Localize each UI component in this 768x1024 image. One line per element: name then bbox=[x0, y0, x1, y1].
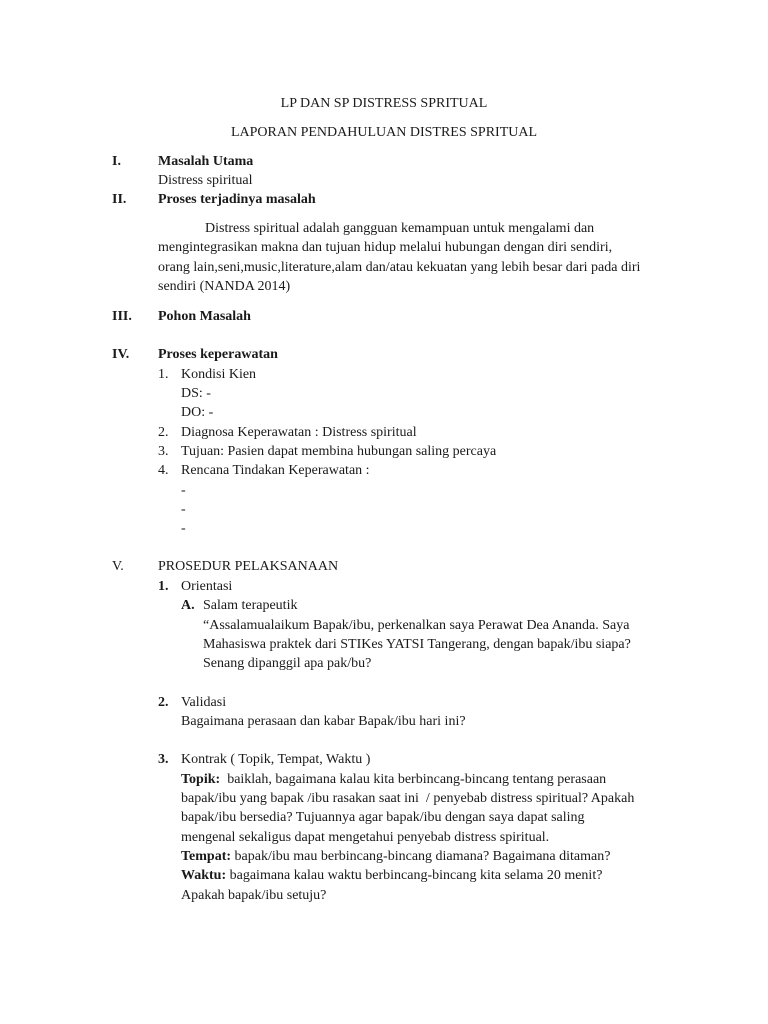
list-item: Tujuan: Pasien dapat membina hubungan saling percaya bbox=[181, 444, 497, 459]
dash-bullet: - bbox=[181, 521, 186, 536]
section-1-heading: Masalah Utama bbox=[158, 154, 254, 169]
quote-line: “Assalamualaikum Bapak/ibu, perkenalkan saya Perawat Dea Ananda. Saya bbox=[203, 618, 630, 633]
topik-text: baiklah, bagaimana kalau kita berbincang-bincang tentang perasaan bbox=[220, 772, 607, 787]
section-3-number: III. bbox=[112, 309, 132, 324]
topik-line: bapak/ibu bersedia? Tujuannya agar bapak/ibu dengan saya dapat saling bbox=[181, 810, 585, 825]
ds-line: DS: - bbox=[181, 386, 211, 401]
paragraph-line: Distress spiritual adalah gangguan kemampuan untuk mengalami dan bbox=[205, 221, 595, 236]
list-number: 1. bbox=[158, 579, 169, 594]
dash-bullet: - bbox=[181, 502, 186, 517]
waktu-label: Waktu: bbox=[181, 868, 227, 883]
list-number: 3. bbox=[158, 752, 169, 767]
sublist-item: Salam terapeutik bbox=[203, 598, 298, 613]
section-5-number: V. bbox=[112, 559, 124, 574]
topik-label: Topik: bbox=[181, 772, 221, 787]
waktu-text: bagaimana kalau waktu berbincang-bincang kita selama 20 menit? bbox=[226, 868, 603, 883]
list-item: Diagnosa Keperawatan : Distress spiritual bbox=[181, 425, 417, 440]
topik-line bbox=[181, 770, 606, 789]
list-item: Kontrak ( Topik, Tempat, Waktu ) bbox=[181, 752, 371, 767]
paragraph-line: sendiri (NANDA 2014) bbox=[158, 279, 291, 294]
list-number: 3. bbox=[158, 444, 169, 459]
section-5-heading: PROSEDUR PELAKSANAAN bbox=[158, 559, 339, 574]
list-number: 1. bbox=[158, 367, 169, 382]
tempat-label: Tempat: bbox=[181, 849, 232, 864]
list-item: Rencana Tindakan Keperawatan : bbox=[181, 463, 370, 478]
paragraph-line: mengintegrasikan makna dan tujuan hidup melalui hubungan dengan diri sendiri, bbox=[158, 240, 613, 255]
list-item: Validasi bbox=[181, 695, 227, 710]
list-item: Kondisi Kien bbox=[181, 367, 257, 382]
section-3-heading: Pohon Masalah bbox=[158, 309, 251, 324]
section-2-heading: Proses terjadinya masalah bbox=[158, 192, 316, 207]
section-1-number: I. bbox=[112, 154, 121, 169]
topik-line: mengenal sekaligus dapat mengetahui penyebab distress spiritual. bbox=[181, 830, 550, 845]
list-number: 2. bbox=[158, 425, 169, 440]
section-2-number: II. bbox=[112, 192, 127, 207]
tempat-line bbox=[181, 847, 610, 866]
list-number: 2. bbox=[158, 695, 169, 710]
tempat-text: bapak/ibu mau berbincang-bincang diamana? Bagaimana ditaman? bbox=[231, 849, 611, 864]
document-title: LP DAN SP DISTRESS SPRITUAL bbox=[280, 96, 488, 111]
list-number: 4. bbox=[158, 463, 169, 478]
sublist-letter: A. bbox=[181, 598, 195, 613]
quote-line: Senang dipanggil apa pak/bu? bbox=[203, 656, 372, 671]
validasi-text: Bagaimana perasaan dan kabar Bapak/ibu hari ini? bbox=[181, 714, 466, 729]
do-line: DO: - bbox=[181, 405, 214, 420]
paragraph-line: orang lain,seni,music,literature,alam dan/atau kekuatan yang lebih besar dari pada diri bbox=[158, 260, 641, 275]
section-4-number: IV. bbox=[112, 347, 130, 362]
section-4-heading: Proses keperawatan bbox=[158, 347, 278, 362]
waktu-line-2: Apakah bapak/ibu setuju? bbox=[181, 888, 327, 903]
document-subtitle: LAPORAN PENDAHULUAN DISTRES SPRITUAL bbox=[230, 125, 538, 140]
waktu-line bbox=[181, 866, 602, 885]
quote-line: Mahasiswa praktek dari STIKes YATSI Tangerang, dengan bapak/ibu siapa? bbox=[203, 637, 631, 652]
list-item: Orientasi bbox=[181, 579, 233, 594]
dash-bullet: - bbox=[181, 483, 186, 498]
topik-line: bapak/ibu yang bapak /ibu rasakan saat ini / penyebab distress spiritual? Apakah bbox=[181, 791, 635, 806]
section-1-text: Distress spiritual bbox=[158, 173, 253, 188]
